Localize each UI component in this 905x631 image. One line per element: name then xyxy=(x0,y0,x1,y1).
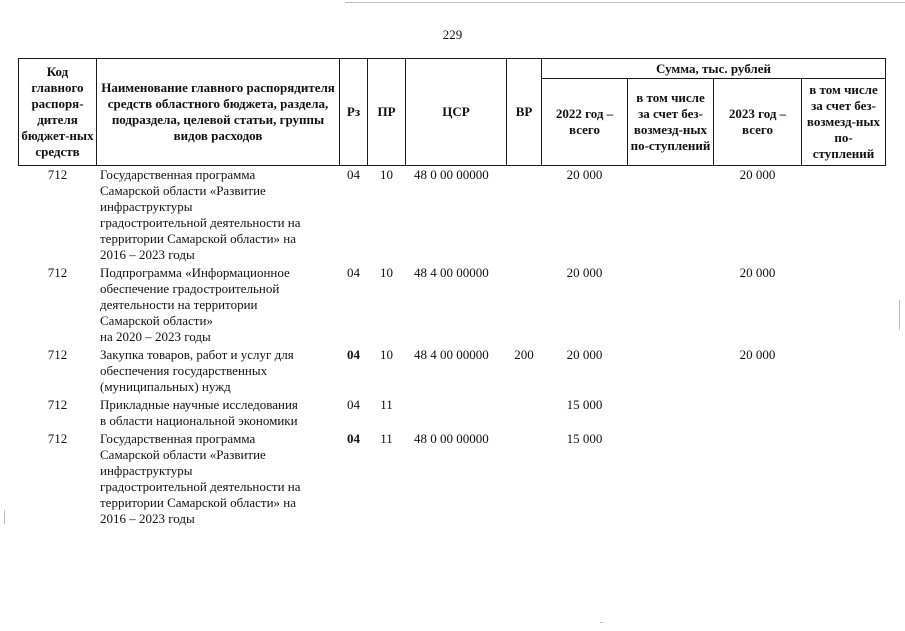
cell-2022-total: 15 000 xyxy=(566,431,603,446)
cell-name-text: Государственная программа Самарской области «Развитие инфраструктуры градостроительной деятельности на территории Самарской области» на 2016 – 2023 годы xyxy=(100,167,301,262)
cell-vr xyxy=(507,265,542,347)
cell-csr: 48 0 00 00000 xyxy=(414,167,489,182)
cell-vr xyxy=(507,166,542,266)
header-2023-total: 2023 год – всего xyxy=(714,79,802,166)
cell-pr: 10 xyxy=(380,167,393,182)
cell-2023-total: 20 000 xyxy=(739,347,776,362)
header-2022-free: в том числе за счет без-возмезд-ных по-ступлений xyxy=(628,79,714,166)
cell-name xyxy=(97,265,340,347)
cell-2023-total: 20 000 xyxy=(739,167,776,182)
cell-rz: 04 xyxy=(347,167,360,182)
cell-rz: 04 xyxy=(347,347,360,362)
cell-2023-free xyxy=(802,265,886,347)
cell-2022-free xyxy=(628,397,714,431)
header-rz: Рз xyxy=(340,59,368,166)
cell-2022-total: 20 000 xyxy=(566,265,603,280)
header-name: Наименование главного распорядителя средств областного бюджета, раздела, подраздела, целевой статьи, группы видов расходов xyxy=(97,59,340,166)
header-code: Код главного распоря-дителя бюджет-ных средств xyxy=(19,59,97,166)
cell-name xyxy=(97,347,340,397)
header-sum-group: Сумма, тыс. рублей xyxy=(542,59,886,79)
header-csr: ЦСР xyxy=(406,59,507,166)
cell-name-text: Закупка товаров, работ и услуг для обеспечения государственных (муниципальных) нужд xyxy=(100,347,294,394)
scan-speck xyxy=(600,622,603,623)
cell-pr: 11 xyxy=(380,397,393,412)
cell-rz: 04 xyxy=(347,397,360,412)
header-2022-total: 2022 год – всего xyxy=(542,79,628,166)
cell-2022-free xyxy=(628,347,714,397)
cell-2023-free xyxy=(802,347,886,397)
table-row xyxy=(19,397,886,431)
cell-pr: 10 xyxy=(380,347,393,362)
cell-2022-free xyxy=(628,265,714,347)
cell-2023-free xyxy=(802,166,886,266)
cell-name-text: Подпрограмма «Информационное обеспечение градостроительной деятельности на территории Самарской области» на 2020 – 2023 годы xyxy=(100,265,290,344)
table-row xyxy=(19,166,886,266)
cell-vr: 200 xyxy=(514,347,534,362)
cell-code: 712 xyxy=(47,431,68,446)
scan-speck xyxy=(4,510,5,524)
cell-2023-total: 20 000 xyxy=(739,265,776,280)
budget-table xyxy=(18,58,886,529)
cell-name xyxy=(97,166,340,266)
cell-code: 712 xyxy=(47,347,68,362)
cell-pr: 10 xyxy=(380,265,393,280)
cell-2022-free xyxy=(628,166,714,266)
table-row xyxy=(19,431,886,529)
cell-vr xyxy=(507,397,542,431)
cell-name xyxy=(97,431,340,529)
table-body xyxy=(19,166,886,530)
cell-name xyxy=(97,397,340,431)
table-row xyxy=(19,347,886,397)
cell-csr: 48 4 00 00000 xyxy=(414,347,489,362)
cell-2022-total: 20 000 xyxy=(566,167,603,182)
cell-csr: 48 4 00 00000 xyxy=(414,265,489,280)
cell-2022-total: 15 000 xyxy=(566,397,603,412)
cell-csr xyxy=(406,397,507,431)
cell-name-text: Государственная программа Самарской области «Развитие инфраструктуры градостроительной деятельности на территории Самарской области» на 2016 – 2023 годы xyxy=(100,431,301,526)
cell-name-text: Прикладные научные исследования в области национальной экономики xyxy=(100,397,298,428)
cell-2022-total: 20 000 xyxy=(566,347,603,362)
cell-2022-free xyxy=(628,431,714,529)
table-row xyxy=(19,265,886,347)
cell-vr xyxy=(507,431,542,529)
page-number: 229 xyxy=(442,27,463,42)
cell-code: 712 xyxy=(47,397,68,412)
cell-rz: 04 xyxy=(347,431,360,446)
cell-2023-total xyxy=(714,431,802,529)
cell-rz: 04 xyxy=(347,265,360,280)
top-rule xyxy=(345,2,905,3)
header-2023-free: в том числе за счет без-возмезд-ных по-ступлений xyxy=(802,79,886,166)
cell-2023-free xyxy=(802,397,886,431)
cell-2023-total xyxy=(714,397,802,431)
table-header xyxy=(19,59,886,166)
cell-pr: 11 xyxy=(380,431,393,446)
cell-2023-free xyxy=(802,431,886,529)
header-pr: ПР xyxy=(368,59,406,166)
cell-csr: 48 0 00 00000 xyxy=(414,431,489,446)
cell-code: 712 xyxy=(47,167,68,182)
scan-speck xyxy=(899,300,900,330)
cell-code: 712 xyxy=(47,265,68,280)
header-vr: ВР xyxy=(507,59,542,166)
